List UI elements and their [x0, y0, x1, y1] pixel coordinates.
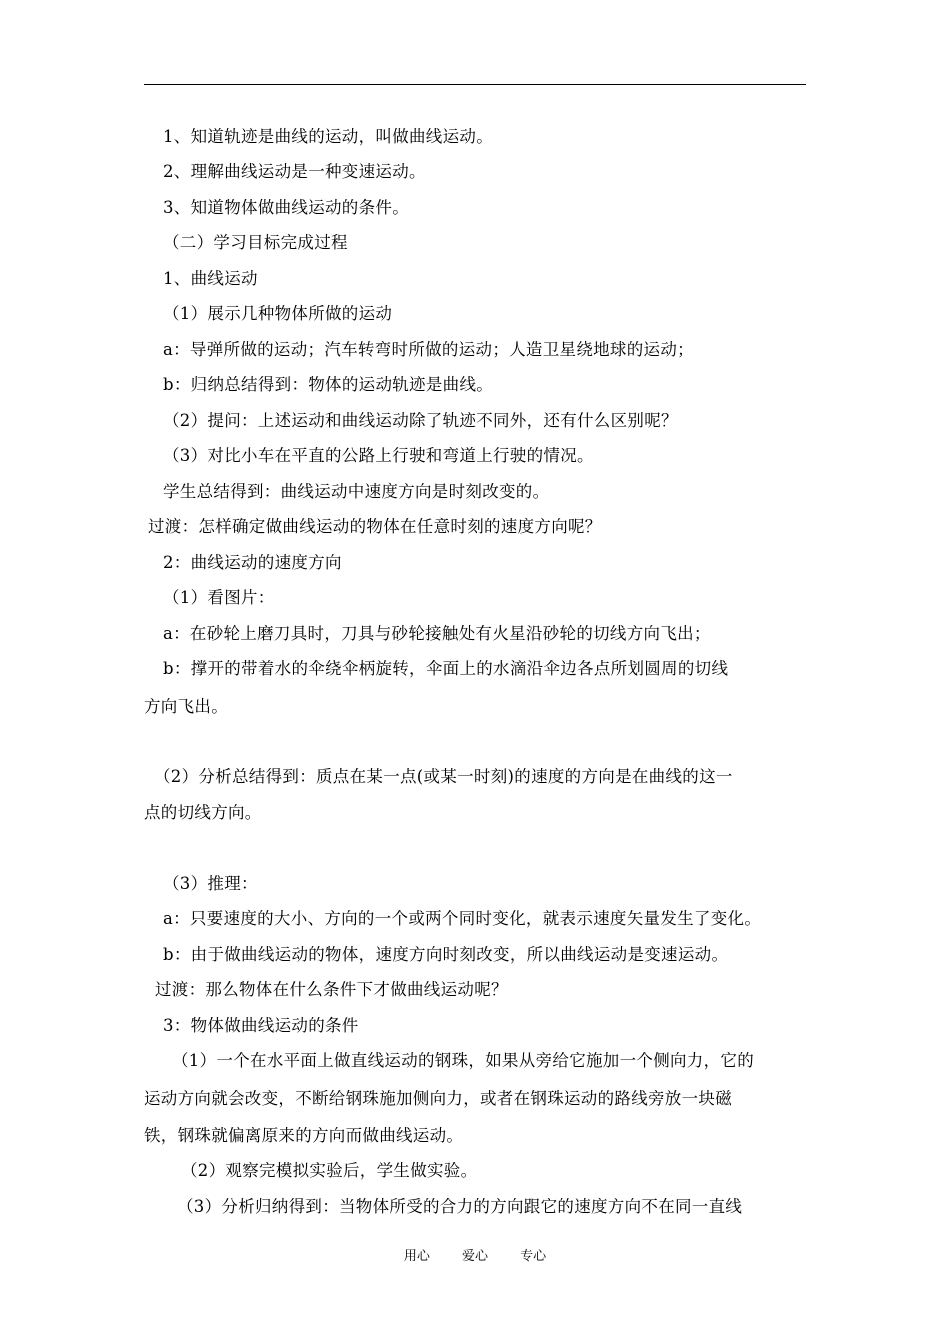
text-line: 3、知道物体做曲线运动的条件。: [163, 198, 409, 217]
text-line: 运动方向就会改变，不断给钢珠施加侧向力，或者在钢珠运动的路线旁放一块磁: [144, 1089, 732, 1108]
text-line: 3：物体做曲线运动的条件: [163, 1016, 359, 1035]
page-footer: [0, 1248, 950, 1266]
footer-text: 爱心: [461, 1249, 488, 1264]
text-line: 2、理解曲线运动是一种变速运动。: [163, 162, 426, 181]
text-line: 点的切线方向。: [144, 803, 262, 822]
text-line: a：只要速度的大小、方向的一个或两个同时变化，就表示速度矢量发生了变化。: [163, 909, 762, 928]
text-line: b：撑开的带着水的伞绕伞柄旋转，伞面上的水滴沿伞边各点所划圆周的切线: [163, 659, 729, 678]
text-line: （2）提问：上述运动和曲线运动除了轨迹不同外，还有什么区别呢？: [163, 411, 678, 430]
text-line: 1、知道轨迹是曲线的运动，叫做曲线运动。: [163, 127, 493, 146]
text-line: 过渡：怎样确定做曲线运动的物体在任意时刻的速度方向呢？: [148, 517, 602, 536]
text-line: （3）对比小车在平直的公路上行驶和弯道上行驶的情况。: [163, 446, 594, 465]
header-rule: [144, 84, 806, 85]
footer-text: 用心: [403, 1249, 430, 1264]
text-line: （1）一个在水平面上做直线运动的钢珠，如果从旁给它施加一个侧向力，它的: [172, 1051, 754, 1070]
text-line: （2）分析总结得到：质点在某一点(或某一时刻)的速度的方向是在曲线的这一: [154, 767, 733, 786]
text-line: 方向飞出。: [144, 697, 228, 716]
text-line: （1）看图片：: [163, 588, 275, 607]
text-line: a：在砂轮上磨刀具时，刀具与砂轮接触处有火星沿砂轮的切线方向飞出；: [163, 624, 711, 643]
text-line: （3）分析归纳得到：当物体所受的合力的方向跟它的速度方向不在同一直线: [177, 1197, 743, 1216]
text-line: （3）推理：: [163, 874, 258, 893]
text-line: a：导弹所做的运动；汽车转弯时所做的运动；人造卫星绕地球的运动；: [163, 340, 694, 359]
text-line: b：归纳总结得到：物体的运动轨迹是曲线。: [163, 375, 494, 394]
text-line: （二）学习目标完成过程: [163, 233, 348, 252]
text-line: 铁，钢珠就偏离原来的方向而做曲线运动。: [144, 1126, 464, 1145]
text-line: 过渡：那么物体在什么条件下才做曲线运动呢？: [155, 980, 508, 999]
text-line: （2）观察完模拟实验后，学生做实验。: [181, 1161, 478, 1180]
footer-text: 专心: [520, 1249, 547, 1264]
text-line: 1、曲线运动: [163, 269, 258, 288]
text-line: b：由于做曲线运动的物体，速度方向时刻改变，所以曲线运动是变速运动。: [163, 945, 729, 964]
text-line: 学生总结得到：曲线运动中速度方向是时刻改变的。: [163, 482, 550, 501]
text-line: 2：曲线运动的速度方向: [163, 553, 342, 572]
text-line: （1）展示几种物体所做的运动: [163, 304, 393, 323]
